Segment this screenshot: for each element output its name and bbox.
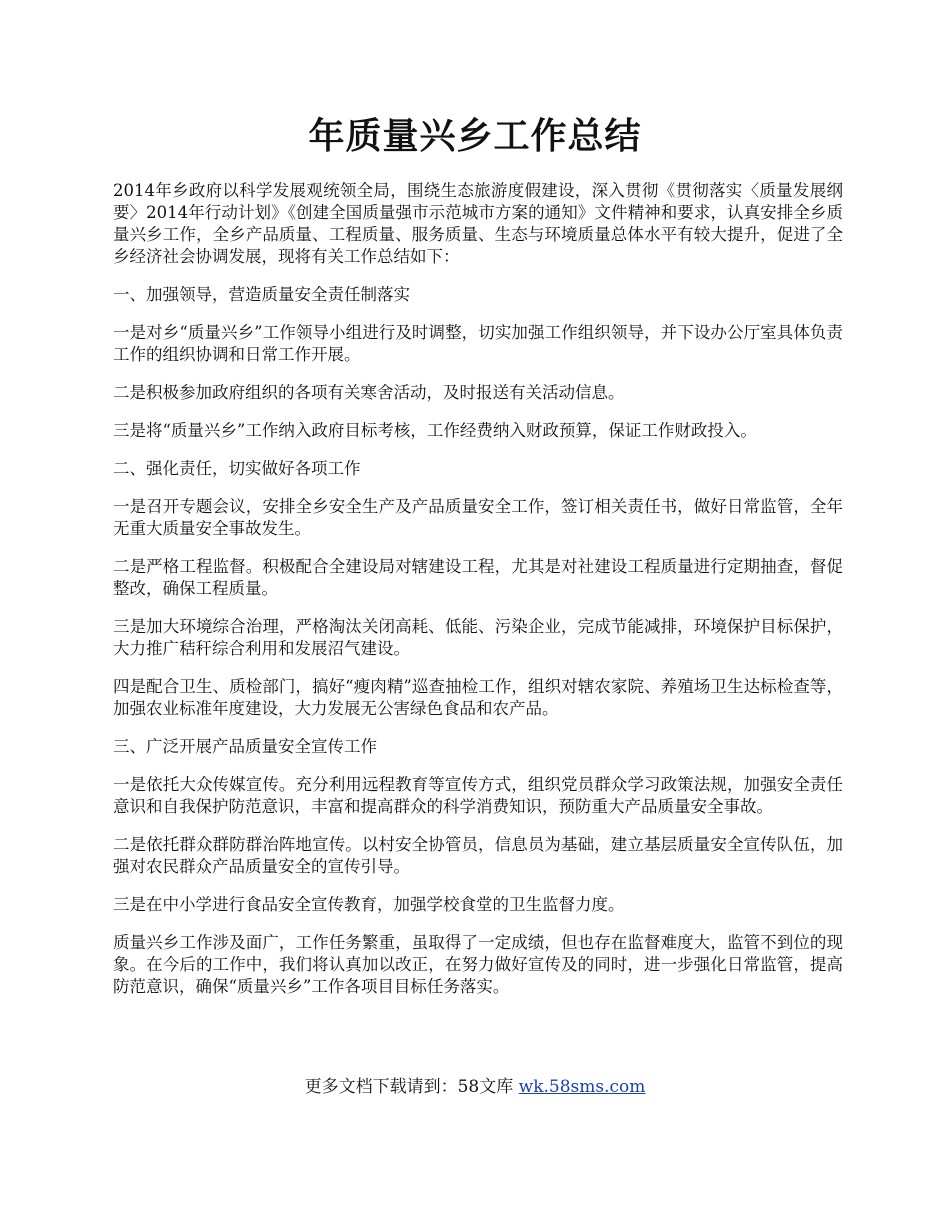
paragraph: 四是配合卫生、质检部门，搞好“瘦肉精”巡查抽检工作，组织对辖农家院、养殖场卫生达标检查等，加强农业标准年度建设，大力发展无公害绿色食品和农产品。 [113,677,843,718]
section-heading-2: 二、强化责任，切实做好各项工作 [113,459,361,478]
paragraph: 二是依托群众群防群治阵地宣传。以村安全协管员，信息员为基础，建立基层质量安全宣传队伍，加强对农民群众产品质量安全的宣传引导。 [113,835,843,876]
intro-paragraph: 2014年乡政府以科学发展观统领全局，围绕生态旅游度假建设，深入贯彻《贯彻落实〈质量发展纲要〉2014年行动计划》《创建全国质量强市示范城市方案的通知》文件精神和要求，认真安排全乡质量兴乡工作，全乡产品质量、工程质量、服务质量、生态与环境质量总体水平有较大提升，促进了全乡经济社会协调发展，现将有关工作总结如下： [113,181,843,266]
paragraph: 一是依托大众传媒宣传。充分利用远程教育等宣传方式，组织党员群众学习政策法规，加强安全责任意识和自我保护防范意识，丰富和提高群众的科学消费知识，预防重大产品质量安全事故。 [113,775,843,816]
paragraph: 三是加大环境综合治理，严格淘汰关闭高耗、低能、污染企业，完成节能减排，环境保护目标保护，大力推广秸秆综合利用和发展沼气建设。 [113,617,843,658]
paragraph: 二是严格工程监督。积极配合全建设局对辖建设工程，尤其是对社建设工程质量进行定期抽查，督促整改，确保工程质量。 [113,557,843,598]
page-title: 年质量兴乡工作总结 [308,116,642,157]
paragraph: 一是对乡“质量兴乡”工作领导小组进行及时调整，切实加强工作组织领导，并下设办公厅室具体负责工作的组织协调和日常工作开展。 [113,323,843,364]
paragraph: 一是召开专题会议，安排全乡安全生产及产品质量安全工作，签订相关责任书，做好日常监管，全年无重大质量安全事故发生。 [113,497,843,538]
footer-text: 更多文档下载请到：58文库 [304,1077,519,1097]
paragraph: 二是积极参加政府组织的各项有关寒舍活动，及时报送有关活动信息。 [113,383,625,402]
paragraph: 三是在中小学进行食品安全宣传教育，加强学校食堂的卫生监督力度。 [113,895,625,914]
document-body [113,180,843,1014]
download-footer [0,1072,950,1097]
footer-link[interactable]: wk.58sms.com [518,1077,646,1097]
section-heading-3: 三、广泛开展产品质量安全宣传工作 [113,737,377,756]
section-heading-1: 一、加强领导，营造质量安全责任制落实 [113,285,410,304]
closing-paragraph: 质量兴乡工作涉及面广，工作任务繁重，虽取得了一定成绩，但也存在监督难度大，监管不到位的现象。在今后的工作中，我们将认真加以改正，在努力做好宣传及的同时，进一步强化日常监管，提高防范意识，确保“质量兴乡”工作各项目目标任务落实。 [113,933,843,996]
paragraph: 三是将“质量兴乡”工作纳入政府目标考核，工作经费纳入财政预算，保证工作财政投入。 [113,421,757,440]
